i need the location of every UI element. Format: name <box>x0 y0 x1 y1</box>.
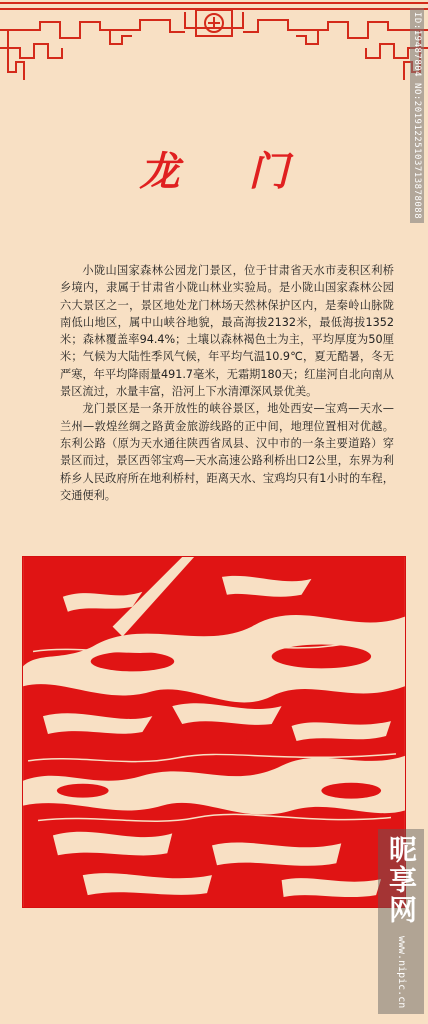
image-id-label: ID:19487804 NO:20191225103713878088 <box>410 8 424 223</box>
papercut-landscape-image <box>22 556 406 908</box>
watermark-url: www.nipic.cn <box>396 935 407 1008</box>
title-char-1: 龙 <box>139 148 180 195</box>
page-title <box>0 140 428 197</box>
intro-text <box>60 262 394 504</box>
paragraph-2: 龙门景区是一条开放性的峡谷景区，地处西安—宝鸡—天水—兰州—敦煌丝绸之路黄金旅游线路的正中间，地理位置相对优越。东利公路（原为天水通往陕西省凤县、汉中市的一条主要道路）穿景区而过，景区西邻宝鸡—天水高速公路利桥出口2公里，东界为利桥乡人民政府所在地利桥村，距离天水、宝鸡均只有1小时的车程，交通便利。 <box>60 402 394 502</box>
window-lattice-border <box>0 0 428 90</box>
site-watermark <box>378 829 424 1014</box>
watermark-logo: 昵享网 <box>385 834 418 925</box>
paragraph-1: 小陇山国家森林公园龙门景区，位于甘肃省天水市麦积区利桥乡境内，隶属于甘肃省小陇山林业实验局。是小陇山国家森林公园六大景区之一，景区地处龙门林场天然林保护区内，是秦岭山脉陇南低山地区，属中山峡谷地貌，最高海拔2132米，最低海拔1352米；森林覆盖率94.4%；土壤以森林褐色土为主，平均厚度为50厘米；气候为大陆性季风气候，年平均气温10.9℃，夏无酷暑，冬无严寒，年平均降雨量491.7毫米，无霜期180天；红崖河自北向南从景区流过，水量丰富，沿河上下水清潭深风景优美。 <box>60 264 394 399</box>
title-char-2: 门 <box>248 148 289 195</box>
